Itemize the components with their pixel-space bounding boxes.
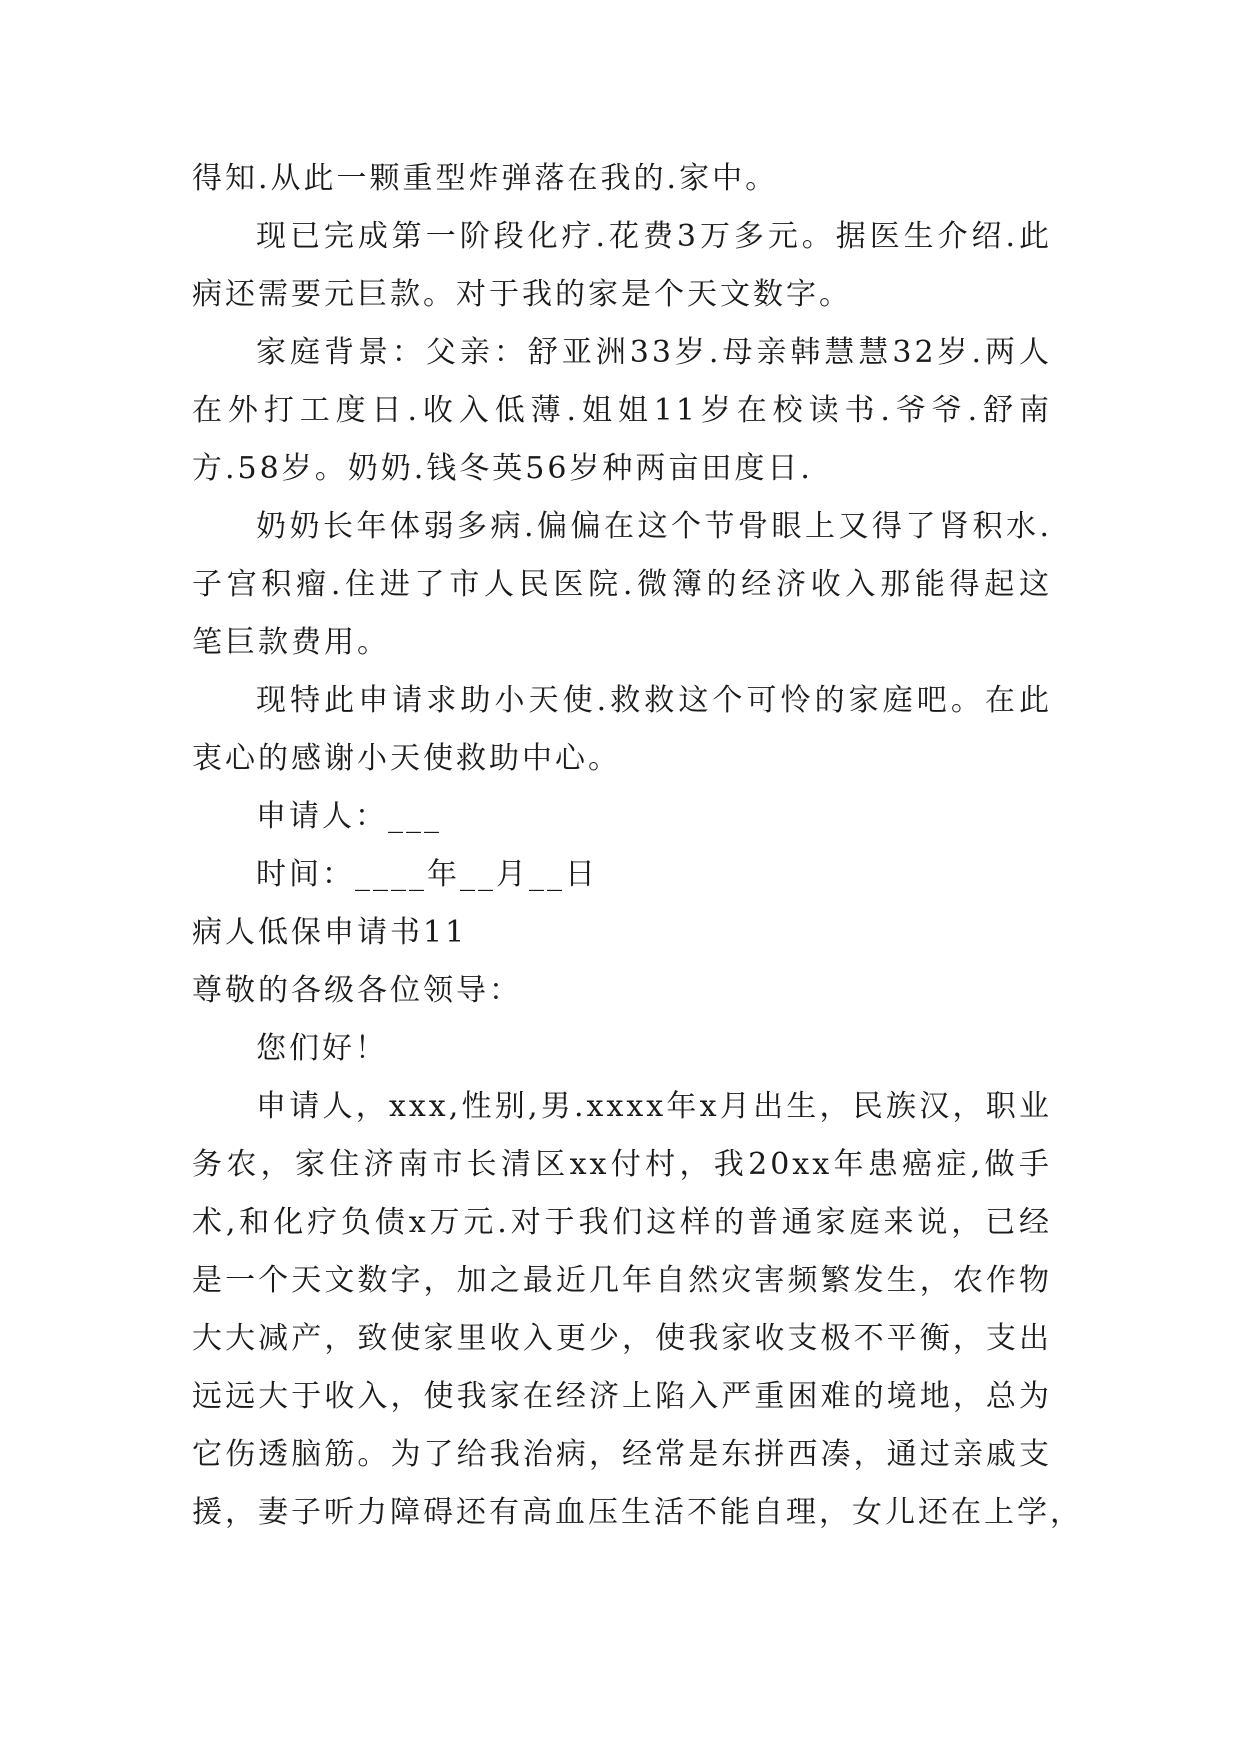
text-line: 是一个天文数字，加之最近几年自然灾害频繁发生，农作物 — [192, 1263, 1052, 1298]
text-line: 现已完成第一阶段化疗.花费3万多元。据医生介绍.此 — [256, 219, 1052, 254]
text-line: 子宫积瘤.住进了市人民医院.微簿的经济收入那能得起这 — [192, 567, 1052, 602]
text-line: 务农，家住济南市长清区xx付村，我20xx年患癌症,做手 — [192, 1147, 1052, 1182]
document-body — [192, 150, 1083, 1542]
applicant-signature-line: 申请人：___ — [256, 799, 442, 834]
text-line: 得知.从此一颗重型炸弹落在我的.家中。 — [192, 161, 779, 196]
text-line: 它伤透脑筋。为了给我治病，经常是东拼西凑，通过亲戚支 — [192, 1437, 1052, 1472]
text-line: 病还需要元巨款。对于我的家是个天文数字。 — [192, 277, 852, 312]
section-title: 病人低保申请书11 — [192, 915, 468, 950]
greeting: 您们好！ — [256, 1031, 388, 1066]
salutation: 尊敬的各级各位领导： — [192, 973, 522, 1008]
text-line: 术,和化疗负债x万元.对于我们这样的普通家庭来说，已经 — [192, 1205, 1052, 1240]
text-line: 大大减产，致使家里收入更少，使我家收支极不平衡，支出 — [192, 1321, 1052, 1356]
date-line: 时间：____年__月__日 — [256, 857, 598, 892]
text-line: 远远大于收入，使我家在经济上陷入严重困难的境地，总为 — [192, 1379, 1052, 1414]
text-line: 申请人，xxx,性别,男.xxxx年x月出生，民族汉，职业 — [256, 1089, 1052, 1124]
text-line: 在外打工度日.收入低薄.姐姐11岁在校读书.爷爷.舒南 — [192, 393, 1052, 428]
text-line: 衷心的感谢小天使救助中心。 — [192, 741, 621, 776]
text-line: 方.58岁。奶奶.钱冬英56岁种两亩田度日. — [192, 451, 813, 486]
text-line: 援，妻子听力障碍还有高血压生活不能自理，女儿还在上学， — [192, 1495, 1083, 1530]
text-line: 现特此申请求助小天使.救救这个可怜的家庭吧。在此 — [256, 683, 1052, 718]
text-line: 笔巨款费用。 — [192, 625, 390, 660]
text-line: 奶奶长年体弱多病.偏偏在这个节骨眼上又得了肾积水. — [256, 509, 1052, 544]
text-line: 家庭背景：父亲：舒亚洲33岁.母亲韩慧慧32岁.两人 — [256, 335, 1052, 370]
